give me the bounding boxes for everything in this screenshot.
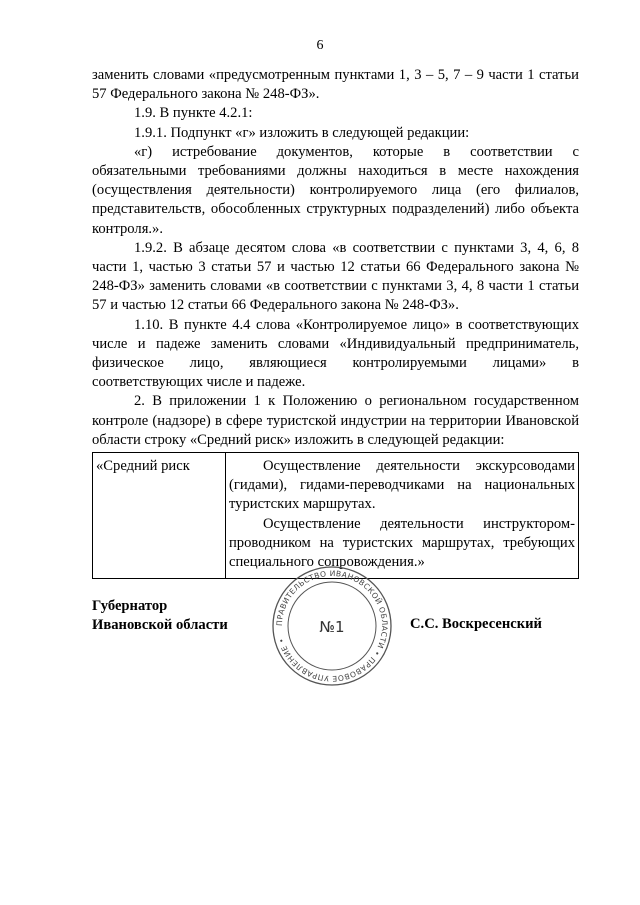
paragraph-2: 2. В приложении 1 к Положению о региональном государственном контроле (надзоре) в сфере туристской индустрии на территории Ивановской области строку «Средний риск» изложить в следующей редакции: <box>92 393 579 448</box>
paragraph-1-9-1: 1.9.1. Подпункт «г» изложить в следующей редакции: <box>134 124 470 141</box>
signatory-title-line-1: Губернатор <box>92 598 168 614</box>
official-stamp <box>270 564 394 688</box>
risk-table <box>92 452 579 579</box>
paragraph-1-10: 1.10. В пункте 4.4 слова «Контролируемое лицо» в соответствующих числе и падеже заменить словами «Индивидуальный предприниматель, физическое лицо, являющиеся контролируемыми лицами» в соответствующих числе и падеже. <box>92 316 579 391</box>
table-row <box>93 453 579 579</box>
risk-category-cell: «Средний риск <box>93 453 226 579</box>
paragraph-1-9: 1.9. В пункте 4.2.1: <box>134 105 253 122</box>
signatory-title-line-2: Ивановской области <box>92 617 228 633</box>
signatory-name: С.С. Воскресенский <box>410 616 542 632</box>
activity-1: Осуществление деятельности экскурсоводами (гидами), гидами-переводчиками на национальных туристских маршрутах. <box>229 458 575 513</box>
paragraph-subitem-g: «г) истребование документов, которые в соответствии с обязательными требованиями должны находиться в месте нахождения (осуществления деятельности) контролируемого лица (его филиалов, представительств, обособленных структурных подразделений) либо объекта контроля.». <box>92 143 579 237</box>
stamp-number: №1 <box>319 618 345 636</box>
paragraph-1-9-2: 1.9.2. В абзаце десятом слова «в соответствии с пунктами 3, 4, 6, 8 части 1, частью 3 статьи 57 и частью 12 статьи 66 Федерального закона № 248-ФЗ» заменить словами «в соответствии с пунктами 3, 4, 8 части 1 статьи 57 и частью 12 статьи 66 Федерального закона № 248-ФЗ». <box>92 239 579 314</box>
document-body <box>92 66 579 579</box>
signatory-title <box>92 597 228 635</box>
paragraph-1: заменить словами «предусмотренным пунктами 1, 3 – 5, 7 – 9 части 1 статьи 57 Федерального закона № 248-ФЗ». <box>92 67 579 103</box>
activity-cell <box>226 453 579 579</box>
stamp-text: ПРАВИТЕЛЬСТВО ИВАНОВСКОЙ ОБЛАСТИ • ПРАВОВОЕ УПРАВЛЕНИЕ • <box>274 568 390 684</box>
page-number: 6 <box>316 38 324 53</box>
activity-2: Осуществление деятельности инструктором-проводником на туристских маршрутах, требующих специального сопровождения.» <box>229 515 575 571</box>
